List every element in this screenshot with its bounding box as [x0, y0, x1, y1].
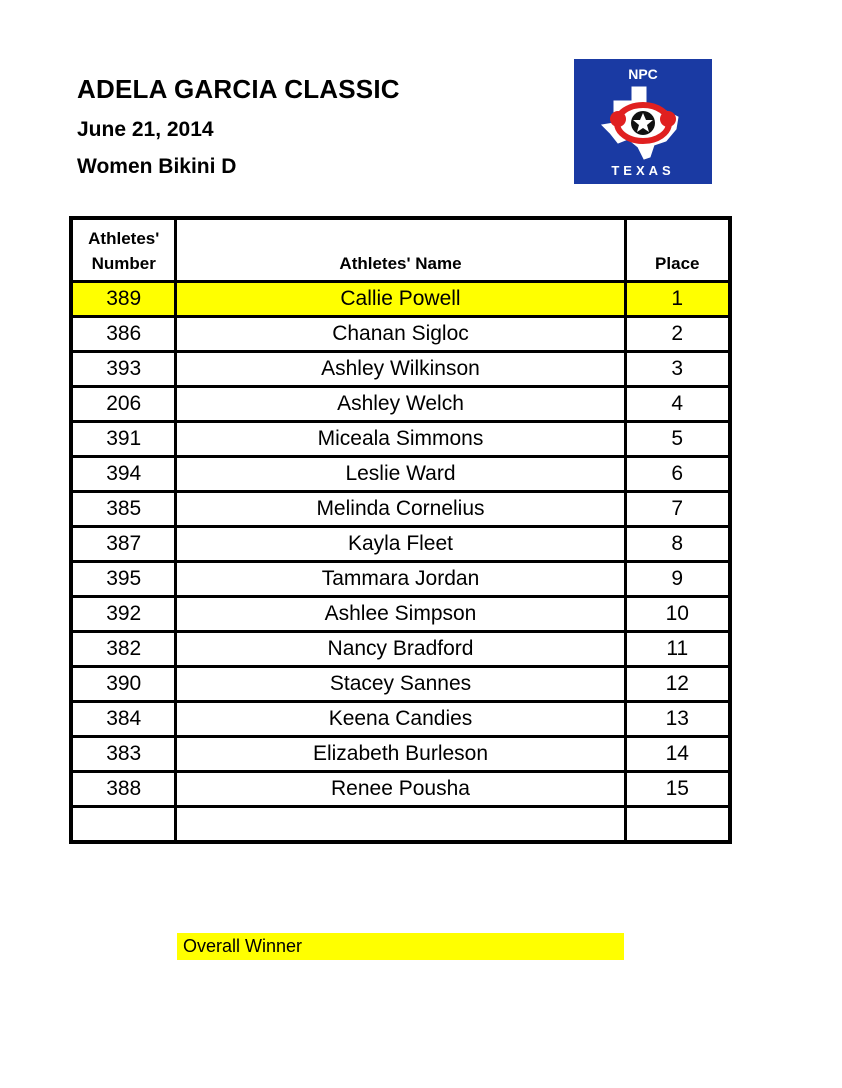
- table-row: [71, 282, 730, 317]
- cell-athlete-number: 386: [71, 317, 176, 352]
- cell-athlete-place: 15: [625, 772, 730, 807]
- cell-athlete-place: 5: [625, 422, 730, 457]
- cell-athlete-number: 394: [71, 457, 176, 492]
- cell-athlete-name: Chanan Sigloc: [176, 317, 625, 352]
- cell-athlete-place: 3: [625, 352, 730, 387]
- cell-athlete-place: 14: [625, 737, 730, 772]
- table-row: [71, 492, 730, 527]
- header-row: [71, 218, 730, 282]
- header-athlete-number: [71, 218, 176, 282]
- cell-athlete-place: 2: [625, 317, 730, 352]
- cell-athlete-number: 393: [71, 352, 176, 387]
- cell-athlete-name: Callie Powell: [176, 282, 625, 317]
- cell-athlete-place: 8: [625, 527, 730, 562]
- cell-athlete-number: 390: [71, 667, 176, 702]
- table-row: [71, 597, 730, 632]
- npc-texas-logo: [574, 59, 712, 184]
- overall-winner-legend: Overall Winner: [177, 933, 624, 960]
- table-row: [71, 737, 730, 772]
- header-athlete-name: Athletes' Name: [176, 218, 625, 282]
- table-row: [71, 807, 730, 843]
- table-row: [71, 562, 730, 597]
- cell-athlete-place: 6: [625, 457, 730, 492]
- cell-athlete-place: 12: [625, 667, 730, 702]
- logo-bottom-text: TEXAS: [611, 163, 675, 178]
- cell-athlete-number: 385: [71, 492, 176, 527]
- cell-athlete-number: 391: [71, 422, 176, 457]
- cell-athlete-name: Ashlee Simpson: [176, 597, 625, 632]
- cell-athlete-name: Kayla Fleet: [176, 527, 625, 562]
- cell-athlete-place: 13: [625, 702, 730, 737]
- cell-athlete-place: 4: [625, 387, 730, 422]
- header-place: Place: [625, 218, 730, 282]
- table-row: [71, 422, 730, 457]
- cell-athlete-name: Renee Pousha: [176, 772, 625, 807]
- table-row: [71, 702, 730, 737]
- table-row: [71, 527, 730, 562]
- cell-athlete-number: 389: [71, 282, 176, 317]
- cell-athlete-number: 387: [71, 527, 176, 562]
- cell-athlete-name: Elizabeth Burleson: [176, 737, 625, 772]
- cell-athlete-name: Ashley Wilkinson: [176, 352, 625, 387]
- cell-athlete-place: 7: [625, 492, 730, 527]
- table-row: [71, 667, 730, 702]
- cell-athlete-name: Tammara Jordan: [176, 562, 625, 597]
- table-row: [71, 772, 730, 807]
- cell-athlete-number: 382: [71, 632, 176, 667]
- cell-athlete-place: 10: [625, 597, 730, 632]
- table-row: [71, 457, 730, 492]
- header-number-label: Athletes' Number: [88, 229, 160, 273]
- cell-athlete-number: 395: [71, 562, 176, 597]
- cell-athlete-number: 383: [71, 737, 176, 772]
- cell-athlete-name: Stacey Sannes: [176, 667, 625, 702]
- table-row: [71, 352, 730, 387]
- cell-athlete-place: [625, 807, 730, 843]
- cell-athlete-number: [71, 807, 176, 843]
- cell-athlete-place: 1: [625, 282, 730, 317]
- cell-athlete-number: 206: [71, 387, 176, 422]
- table-row: [71, 632, 730, 667]
- cell-athlete-name: Melinda Cornelius: [176, 492, 625, 527]
- table-row: [71, 317, 730, 352]
- cell-athlete-number: 388: [71, 772, 176, 807]
- event-division: Women Bikini D: [77, 155, 237, 178]
- cell-athlete-name: Ashley Welch: [176, 387, 625, 422]
- cell-athlete-name: [176, 807, 625, 843]
- cell-athlete-place: 11: [625, 632, 730, 667]
- cell-athlete-name: Nancy Bradford: [176, 632, 625, 667]
- cell-athlete-name: Leslie Ward: [176, 457, 625, 492]
- cell-athlete-name: Keena Candies: [176, 702, 625, 737]
- event-title: ADELA GARCIA CLASSIC: [77, 74, 400, 104]
- logo-top-text: NPC: [628, 66, 658, 82]
- cell-athlete-number: 384: [71, 702, 176, 737]
- event-date: June 21, 2014: [77, 118, 214, 141]
- cell-athlete-name: Miceala Simmons: [176, 422, 625, 457]
- cell-athlete-place: 9: [625, 562, 730, 597]
- cell-athlete-number: 392: [71, 597, 176, 632]
- table-row: [71, 387, 730, 422]
- texas-star-icon: [574, 59, 712, 184]
- results-table: [69, 216, 732, 844]
